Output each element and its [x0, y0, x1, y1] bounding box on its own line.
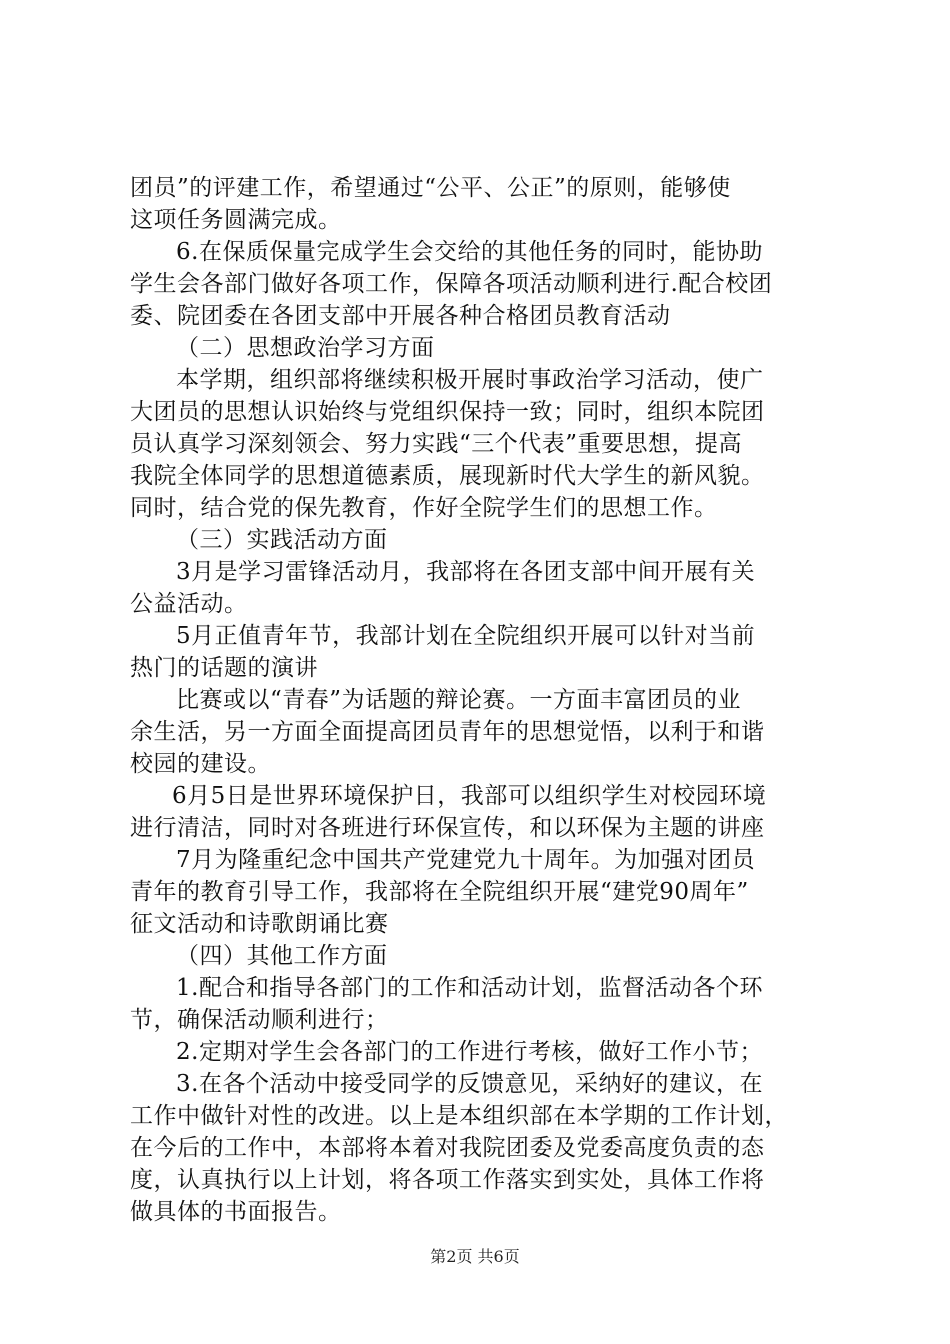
paragraph-line: 大团员的思想认识始终与党组织保持一致；同时，组织本院团 [130, 399, 765, 425]
paragraph-line: 员认真学习深刻领会、努力实践“三个代表”重要思想，提高 [130, 431, 743, 457]
paragraph-line: 1.配合和指导各部门的工作和活动计划，监督活动各个环 [176, 975, 763, 1001]
paragraph-line: 工作中做针对性的改进。以上是本组织部在本学期的工作计划， [130, 1103, 788, 1129]
paragraph-line: 同时，结合党的保先教育，作好全院学生们的思想工作。 [130, 495, 718, 521]
paragraph-line: 节，确保活动顺利进行； [130, 1007, 389, 1033]
paragraph-line: 3月是学习雷锋活动月，我部将在各团支部中间开展有关 [176, 559, 756, 585]
paragraph-line: 做具体的书面报告。 [130, 1199, 342, 1225]
paragraph-line: 这项任务圆满完成。 [130, 207, 342, 233]
paragraph-line: 6月5日是世界环境保护日，我部可以组织学生对校园环境 [172, 783, 767, 809]
paragraph-line: 5月正值青年节，我部计划在全院组织开展可以针对当前 [176, 623, 756, 649]
paragraph-line: 我院全体同学的思想道德素质，展现新时代大学生的新风貌。 [130, 463, 765, 489]
paragraph-line: 学生会各部门做好各项工作，保障各项活动顺利进行.配合校团 [130, 271, 773, 297]
paragraph-line: 进行清洁，同时对各班进行环保宣传，和以环保为主题的讲座 [130, 815, 765, 841]
page-footer: 第2页 共6页 [430, 1247, 520, 1266]
paragraph-line: 委、院团委在各团支部中开展各种合格团员教育活动 [130, 303, 671, 329]
paragraph-line: 征文活动和诗歌朗诵比赛 [130, 911, 389, 937]
paragraph-line: 6.在保质保量完成学生会交给的其他任务的同时，能协助 [176, 239, 763, 265]
paragraph-line: 本学期，组织部将继续积极开展时事政治学习活动，使广 [176, 367, 764, 393]
paragraph-line: 校园的建设。 [130, 751, 271, 777]
paragraph-line: 公益活动。 [130, 591, 248, 617]
section-heading: （三）实践活动方面 [176, 527, 388, 553]
paragraph-line: 7月为隆重纪念中国共产党建党九十周年。为加强对团员 [176, 847, 756, 873]
paragraph-line: 比赛或以“青春”为话题的辩论赛。一方面丰富团员的业 [176, 687, 742, 713]
section-heading: （四）其他工作方面 [176, 943, 388, 969]
paragraph-line: 青年的教育引导工作，我部将在全院组织开展“建党90周年” [130, 879, 749, 905]
paragraph-line: 3.在各个活动中接受同学的反馈意见，采纳好的建议，在 [176, 1071, 763, 1097]
paragraph-line: 2.定期对学生会各部门的工作进行考核，做好工作小节； [176, 1039, 763, 1065]
paragraph-line: 度，认真执行以上计划，将各项工作落实到实处，具体工作将 [130, 1167, 765, 1193]
paragraph-line: 热门的话题的演讲 [130, 655, 318, 681]
section-heading: （二）思想政治学习方面 [176, 335, 435, 361]
paragraph-line: 在今后的工作中，本部将本着对我院团委及党委高度负责的态 [130, 1135, 765, 1161]
paragraph-line: 团员”的评建工作，希望通过“公平、公正”的原则，能够使 [130, 175, 731, 201]
paragraph-line: 余生活，另一方面全面提高团员青年的思想觉悟，以利于和谐 [130, 719, 765, 745]
